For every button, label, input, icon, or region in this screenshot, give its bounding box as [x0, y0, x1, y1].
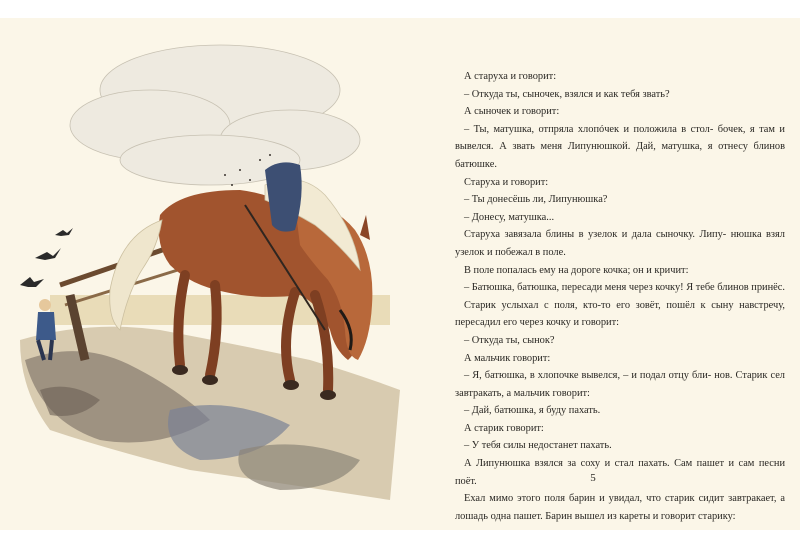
paragraph: – Ты донесёшь ли, Липунюшка?: [464, 194, 608, 206]
paragraph: А сыночек и говорит:: [464, 106, 560, 118]
paragraph: – Я, батюшка, в хлопочке вывелся, – и подал отцу бли- нов. Старик сел завтракать, а мальчик говорит:: [455, 370, 785, 399]
paragraph: В поле попалась ему на дороге кочка; он и кричит:: [464, 264, 689, 276]
paragraph: – Откуда ты, сынок?: [464, 334, 555, 346]
paragraph: – Откуда ты, сыночек, взялся и как тебя звать?: [464, 88, 670, 100]
paragraph: А старуха и говорит:: [464, 71, 557, 82]
paragraph: – У тебя силы недостанет пахать.: [464, 440, 612, 452]
paragraph: – Батюшка, батюшка, пересади меня через кочку! Я тебе блинов принёс.: [464, 282, 785, 294]
paragraph: – Ты, матушка, отпряла хлопóчек и положила в стол- бочек, я там и вывелся. А звать меня Липунюшкой. Дай, матушка, я отнесу блинов батюшке.: [455, 123, 785, 170]
paragraph: – Дай, батюшка, я буду пахать.: [464, 405, 601, 417]
paragraph: А старик говорит:: [464, 422, 544, 434]
paragraph: Старик услыхал с поля, кто-то его зовёт, пошёл к сыну навстречу, пересадил его через кочку и говорит:: [455, 299, 785, 329]
page-number: 5: [590, 472, 596, 484]
horse-ploughing-illustration: [10, 30, 400, 500]
story-text: [455, 68, 785, 525]
paragraph: А Липунюшка взялся за соху и стал пахать. Сам пашет и сам песни поёт.: [455, 458, 785, 487]
paragraph: А мальчик говорит:: [464, 352, 551, 364]
paragraph: – Донесу, матушка...: [464, 211, 555, 223]
paragraph: Ехал мимо этого поля барин и увидал, что старик сидит завтракает, а лошадь одна пашет. Барин вышел из кареты и говорит старику:: [455, 493, 785, 522]
book-page: [0, 18, 800, 530]
paragraph: Старуха и говорит:: [464, 176, 549, 188]
paragraph: Старуха завязала блины в узелок и дала сыночку. Липу- нюшка взял узелок и побежал в поле.: [455, 229, 785, 258]
